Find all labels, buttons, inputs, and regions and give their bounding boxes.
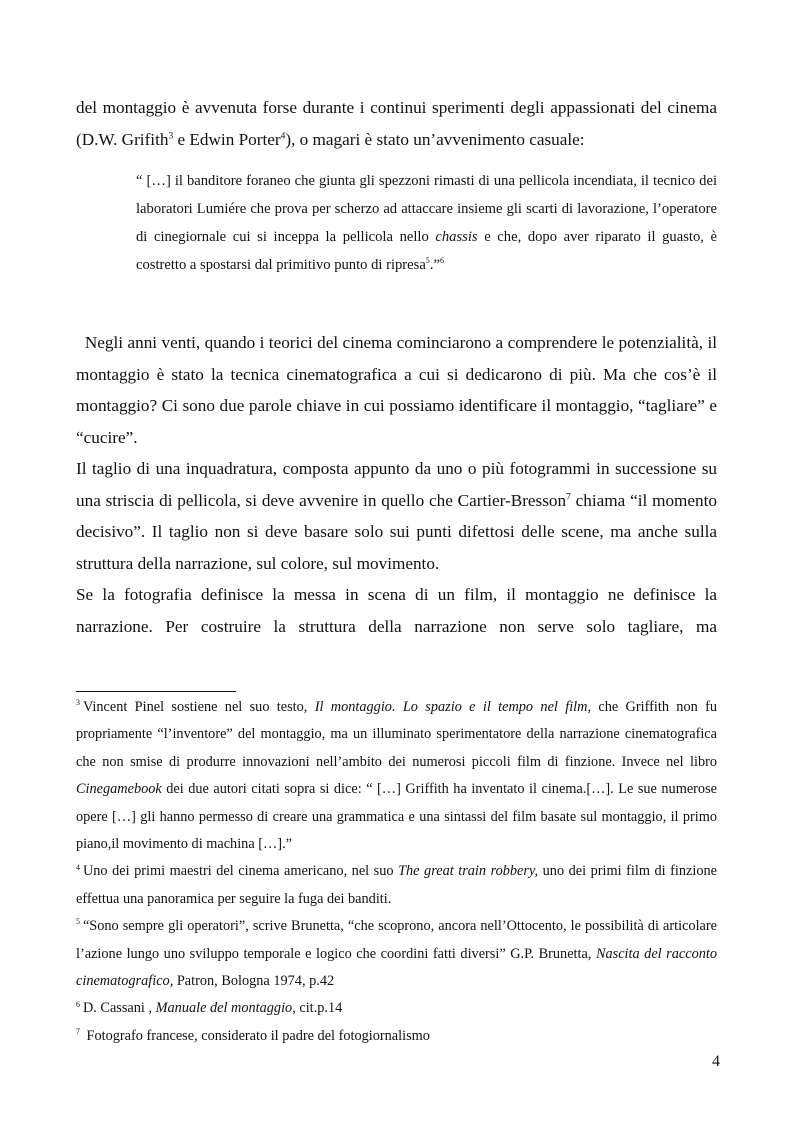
footnote-4: $^4$ Uno dei primi maestri del cinema americano, nel suo The great train robbery, uno dei primi film di finzione effettua una panoramica per seguire la fuga dei banditi. [76,862,717,907]
paragraph-3: Il taglio di una inquadratura, composta appunto da uno o più fotogrammi in successione su una striscia di pellicola, si deve avvenire in quello che Cartier-Bresson$^7$ chiama “il momento decisivo”. Il taglio non si deve basare solo sui punti difettosi delle scene, ma anche sulla struttura della narrazione, sul colore, sul movimento. [76,459,717,573]
footnote-ref-3[interactable]: 3 [168,130,174,141]
footnote-ref-5[interactable]: 5 [425,256,430,266]
footnotes [76,694,717,1050]
footnote-3: $^3$ Vincent Pinel sostiene nel suo testo, Il montaggio. Lo spazio e il tempo nel film, che Griffith non fu propriamente “l’inventore” del montaggio, ma un illuminato sperimentatore della narrazione cinematografica che non smise di produrre innovazioni nell’ambito dei numerosi piccoli film di finzione. Invece nel libro Cinegamebook dei due autori citati sopra si dice: “ […] Griffith ha inventato il cinema.[…]. Le sue numerose opere […] gli hanno permesso di creare una grammatica e una sintassi del film basate sul montaggio, il primo piano,il movimento di machina […].” [76,698,718,853]
footnote-ref-6[interactable]: 6 [439,256,444,266]
paragraph-4: Se la fotografia definisce la messa in scena di un film, il montaggio ne definisce la narrazione. Per costruire la struttura della narrazione non serve solo tagliare, ma [76,585,717,636]
block-quote: “ […] il banditore foraneo che giunta gli spezzoni rimasti di una pellicola incendiata, il tecnico dei laboratori Lumiére che prova per scherzo ad attaccare insieme gli scarti di lavorazione, l’operatore di cinegiornale cui si inceppa la pellicola nello chassis e che, dopo aver riparato il guasto, è costretto a spostarsi dal primitivo punto di ripresa$^5$.”$^6$ [136,173,717,273]
page-number: 4 [712,1053,720,1070]
footnote-separator [76,691,236,692]
footnote-ref-7[interactable]: 7 [566,491,571,502]
footnote-5: $^5$ “Sono sempre gli operatori”, scrive Brunetta, “che scoprono, ancora nell’Ottocento, le possibilità di articolare l’azione lungo uno sviluppo temporale e logico che coordini fatti diversi” G.P. Brunetta, Nascita del racconto cinematografico, Patron, Bologna 1974, p.42 [76,917,718,990]
footnote-6: $^6$ D. Cassani , Manuale del montaggio, cit.p.14 [76,999,343,1017]
paragraph-2: Negli anni venti, quando i teorici del cinema cominciarono a comprendere le potenzialità, il montaggio è stato la tecnica cinematografica a cui si dedicarono di più. Ma che cos’è il montaggio? Ci sono due parole chiave in cui possiamo identificare il montaggio, “tagliare” e “cucire”. [76,333,722,447]
body-text [76,92,722,642]
paragraph-1: del montaggio è avvenuta forse durante i continui sperimenti degli appassionati del cinema (D.W. Grifith$^3$ e Edwin Porter$^4$), o magari è stato un’avvenimento casuale: [76,98,717,149]
footnote-7: $^7$ Fotografo francese, considerato il padre del fotogiornalismo [76,1027,430,1044]
footnote-ref-4[interactable]: 4 [280,130,286,141]
